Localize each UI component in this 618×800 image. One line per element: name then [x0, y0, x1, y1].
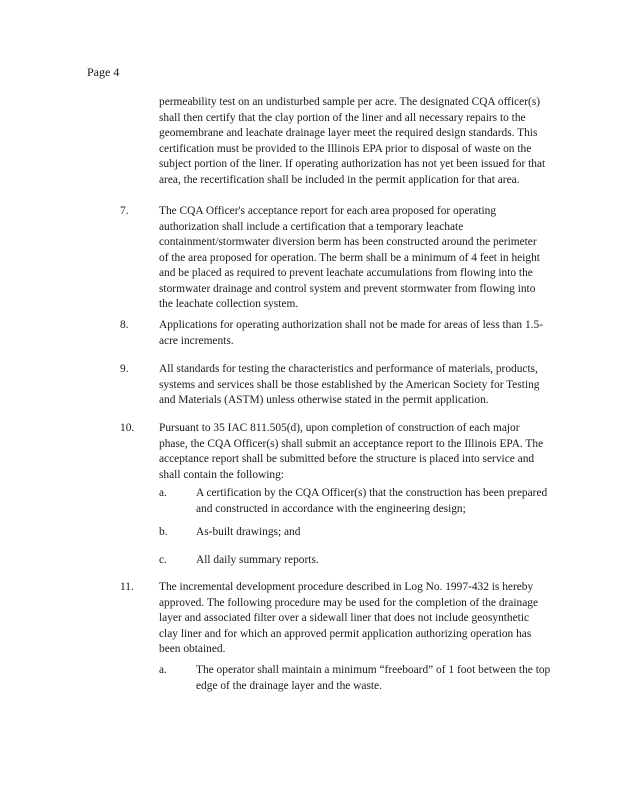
item-number-8: 8.: [120, 319, 129, 331]
item-number-7: 7.: [120, 205, 129, 217]
item-text-10: Pursuant to 35 IAC 811.505(d), upon completion of construction of each major phase, the CQA Officer(s) shall submit an acceptance report to the Illinois EPA. The acceptance report shall be submitted before the structure is placed into service and shall contain the following:: [159, 422, 544, 481]
item-number-11: 11.: [120, 581, 134, 593]
sub-item-text-11a: The operator shall maintain a minimum “freeboard” of 1 foot between the top edge of the drainage layer and the waste.: [196, 664, 551, 692]
item-text-9: All standards for testing the characteristics and performance of materials, products, systems and services shall be those established by the American Society for Testing and Materials (ASTM) unless otherwise stated in the permit application.: [159, 363, 540, 406]
item-text-8: Applications for operating authorization shall not be made for areas of less than 1.5-acre increments.: [159, 319, 544, 347]
sub-item-text-10c: All daily summary reports.: [196, 554, 319, 566]
sub-item-letter-11a: a.: [159, 664, 167, 676]
item-text-7: The CQA Officer's acceptance report for each area proposed for operating authorization shall include a certification that a temporary leachate containment/stormwater diversion berm has been constructed around the perimeter of the area proposed for operation. The berm shall be a minimum of 4 feet in height and be placed as required to prevent leachate accumulations from flowing into the stormwater drainage and control system and prevent stormwater from flowing into the leachate collection system.: [159, 205, 540, 310]
sub-item-letter-10b: b.: [159, 526, 168, 538]
item-text-11: The incremental development procedure described in Log No. 1997-432 is hereby approved. The following procedure may be used for the completion of the drainage layer and associated filter over a sidewall liner that does not include geosynthetic clay liner and for which an approved permit application authorizing operation has been obtained.: [159, 581, 539, 655]
intro-paragraph: permeability test on an undisturbed sample per acre. The designated CQA officer(s) shall then certify that the clay portion of the liner and all necessary repairs to the geomembrane and leachate drainage layer meet the required design standards. This certification must be provided to the Illinois EPA prior to disposal of waste on the subject portion of the liner. If operating authorization has not yet been issued for that area, the recertification shall be included in the permit application for that area.: [159, 96, 546, 186]
item-number-9: 9.: [120, 363, 129, 375]
sub-item-text-10b: As-built drawings; and: [196, 526, 301, 538]
item-number-10: 10.: [120, 422, 135, 434]
sub-item-letter-10a: a.: [159, 487, 167, 499]
sub-item-text-10a: A certification by the CQA Officer(s) that the construction has been prepared and constructed in accordance with the engineering design;: [196, 487, 548, 515]
sub-item-letter-10c: c.: [159, 554, 167, 566]
page-number: Page 4: [87, 65, 120, 79]
